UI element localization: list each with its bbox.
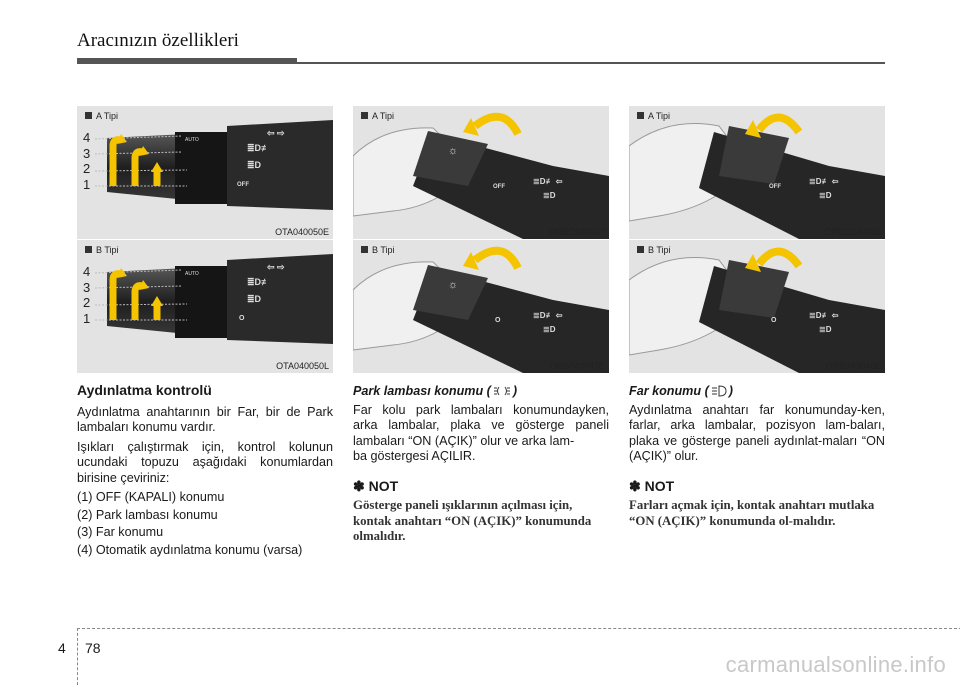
svg-text:≣D: ≣D <box>819 325 832 334</box>
headlamp-icon <box>711 385 727 397</box>
off-marker: O <box>239 315 245 322</box>
header-rule <box>297 62 885 64</box>
svg-text:≣D≢ ⇦: ≣D≢ ⇦ <box>533 177 563 186</box>
stalk-illustration <box>77 240 333 373</box>
paragraph: Aydınlatma anahtarı far konumunday-ken, farlar, arka lambalar, pozisyon lam-baları, plaka ve gösterge paneli aydınlat-maları “ON (AÇIK)” olur. <box>629 402 885 463</box>
stalk-illustration <box>77 106 333 239</box>
figure-type-label: B Tipi <box>85 245 119 255</box>
page-header-title: Aracınızın özellikleri <box>77 30 239 51</box>
column-lighting-control <box>77 383 333 558</box>
figure-code: OTA040050E <box>275 227 329 237</box>
footer-divider <box>77 628 78 685</box>
svg-text:⇦ ⇨: ⇦ ⇨ <box>267 128 285 138</box>
figure-code: ORBC040047 <box>548 227 605 237</box>
position-numbers: 4 3 2 1 <box>83 130 91 192</box>
figure-park-hand-type-b <box>353 240 609 373</box>
note-title: ✽ NOT <box>353 477 399 494</box>
off-marker: OFF <box>769 184 781 190</box>
off-marker: OFF <box>237 182 249 188</box>
list-item: (2) Park lambası konumu <box>77 507 218 522</box>
figure-code: ORB040048E <box>825 361 881 371</box>
note-text: Farları açmak için, kontak anahtarı mutlaka “ON (AÇIK)” konumunda ol-malıdır. <box>629 498 875 528</box>
figure-type-label: A Tipi <box>361 111 394 121</box>
figure-type-label: B Tipi <box>637 245 671 255</box>
paragraph: ba göstergesi AÇILIR. <box>353 449 476 463</box>
figure-park-hand-type-a <box>353 106 609 239</box>
note-text: Gösterge paneli ışıklarının açılması için, kontak anahtarı “ON (AÇIK)” konumunda olmalıdır. <box>353 498 592 543</box>
paragraph: Işıkları çalıştırmak için, kontrol kolunun ucundaki topuzu aşağıdaki konumlardan birisine çeviriniz: <box>77 439 333 485</box>
header-bar <box>77 58 297 64</box>
figure-type-label: A Tipi <box>85 111 118 121</box>
hand-turning-knob-illustration <box>353 240 609 373</box>
hand-turning-knob-illustration <box>353 106 609 239</box>
figure-headlamp-hand-type-b <box>629 240 885 373</box>
svg-text:≣D≢ ⇦: ≣D≢ ⇦ <box>809 311 839 320</box>
svg-text:⇦ ⇨: ⇦ ⇨ <box>267 262 285 272</box>
list-item: (1) OFF (KAPALI) konumu <box>77 490 225 504</box>
figure-type-label: B Tipi <box>361 245 395 255</box>
figure-headlamp-hand-type-a <box>629 106 885 239</box>
parking-lamp-icon <box>493 385 511 397</box>
section-number: 4 <box>58 640 66 656</box>
figure-stalk-type-a <box>77 106 333 239</box>
paragraph: Far kolu park lambaları konumundayken, arka lambalar, plaka ve gösterge paneli lambaları “ON (AÇIK)” olur ve arka lam- <box>353 402 609 448</box>
svg-text:≣D: ≣D <box>247 294 262 304</box>
section-heading: Aydınlatma kontrolü <box>77 382 212 398</box>
svg-text:≣D: ≣D <box>819 191 832 200</box>
note-title: ✽ NOT <box>629 477 675 494</box>
paragraph: Aydınlatma anahtarının bir Far, bir de Park lambaları konumu vardır. <box>77 404 333 434</box>
svg-text:AUTO: AUTO <box>185 137 199 143</box>
figure-code: ORB040047E <box>549 361 605 371</box>
svg-text:≣D≢ ⇦: ≣D≢ ⇦ <box>809 177 839 186</box>
hand-turning-knob-illustration <box>629 106 885 239</box>
svg-text:≣D: ≣D <box>543 325 556 334</box>
figure-type-label: A Tipi <box>637 111 670 121</box>
figure-code: OTA040050L <box>276 361 329 371</box>
watermark: carmanualsonline.info <box>725 652 946 677</box>
subsection-heading: Far konumu ( ) <box>629 384 733 398</box>
svg-text:≣D≢: ≣D≢ <box>247 277 271 287</box>
svg-text:☼: ☼ <box>448 145 459 157</box>
position-numbers: 4 3 2 1 <box>83 264 91 326</box>
svg-text:≣D: ≣D <box>543 191 556 200</box>
svg-text:≣D≢ ⇦: ≣D≢ ⇦ <box>533 311 563 320</box>
off-marker: O <box>771 317 777 324</box>
list-item: (4) Otomatik aydınlatma konumu (varsa) <box>77 542 303 557</box>
svg-text:≣D: ≣D <box>247 160 262 170</box>
column-headlamp <box>629 384 885 529</box>
column-park-lamp <box>353 384 609 545</box>
svg-text:☼: ☼ <box>448 279 459 291</box>
svg-text:≣D≢: ≣D≢ <box>247 143 271 153</box>
off-marker: OFF <box>493 184 505 190</box>
svg-text:AUTO: AUTO <box>185 271 199 277</box>
list-item: (3) Far konumu <box>77 525 164 539</box>
page-number: 78 <box>85 640 101 656</box>
hand-turning-knob-illustration <box>629 240 885 373</box>
off-marker: O <box>495 317 501 324</box>
figure-stalk-type-b <box>77 240 333 373</box>
subsection-heading: Park lambası konumu ( ) <box>353 384 518 398</box>
figure-code: ORBC040048 <box>824 227 881 237</box>
footer-rule <box>77 628 960 629</box>
